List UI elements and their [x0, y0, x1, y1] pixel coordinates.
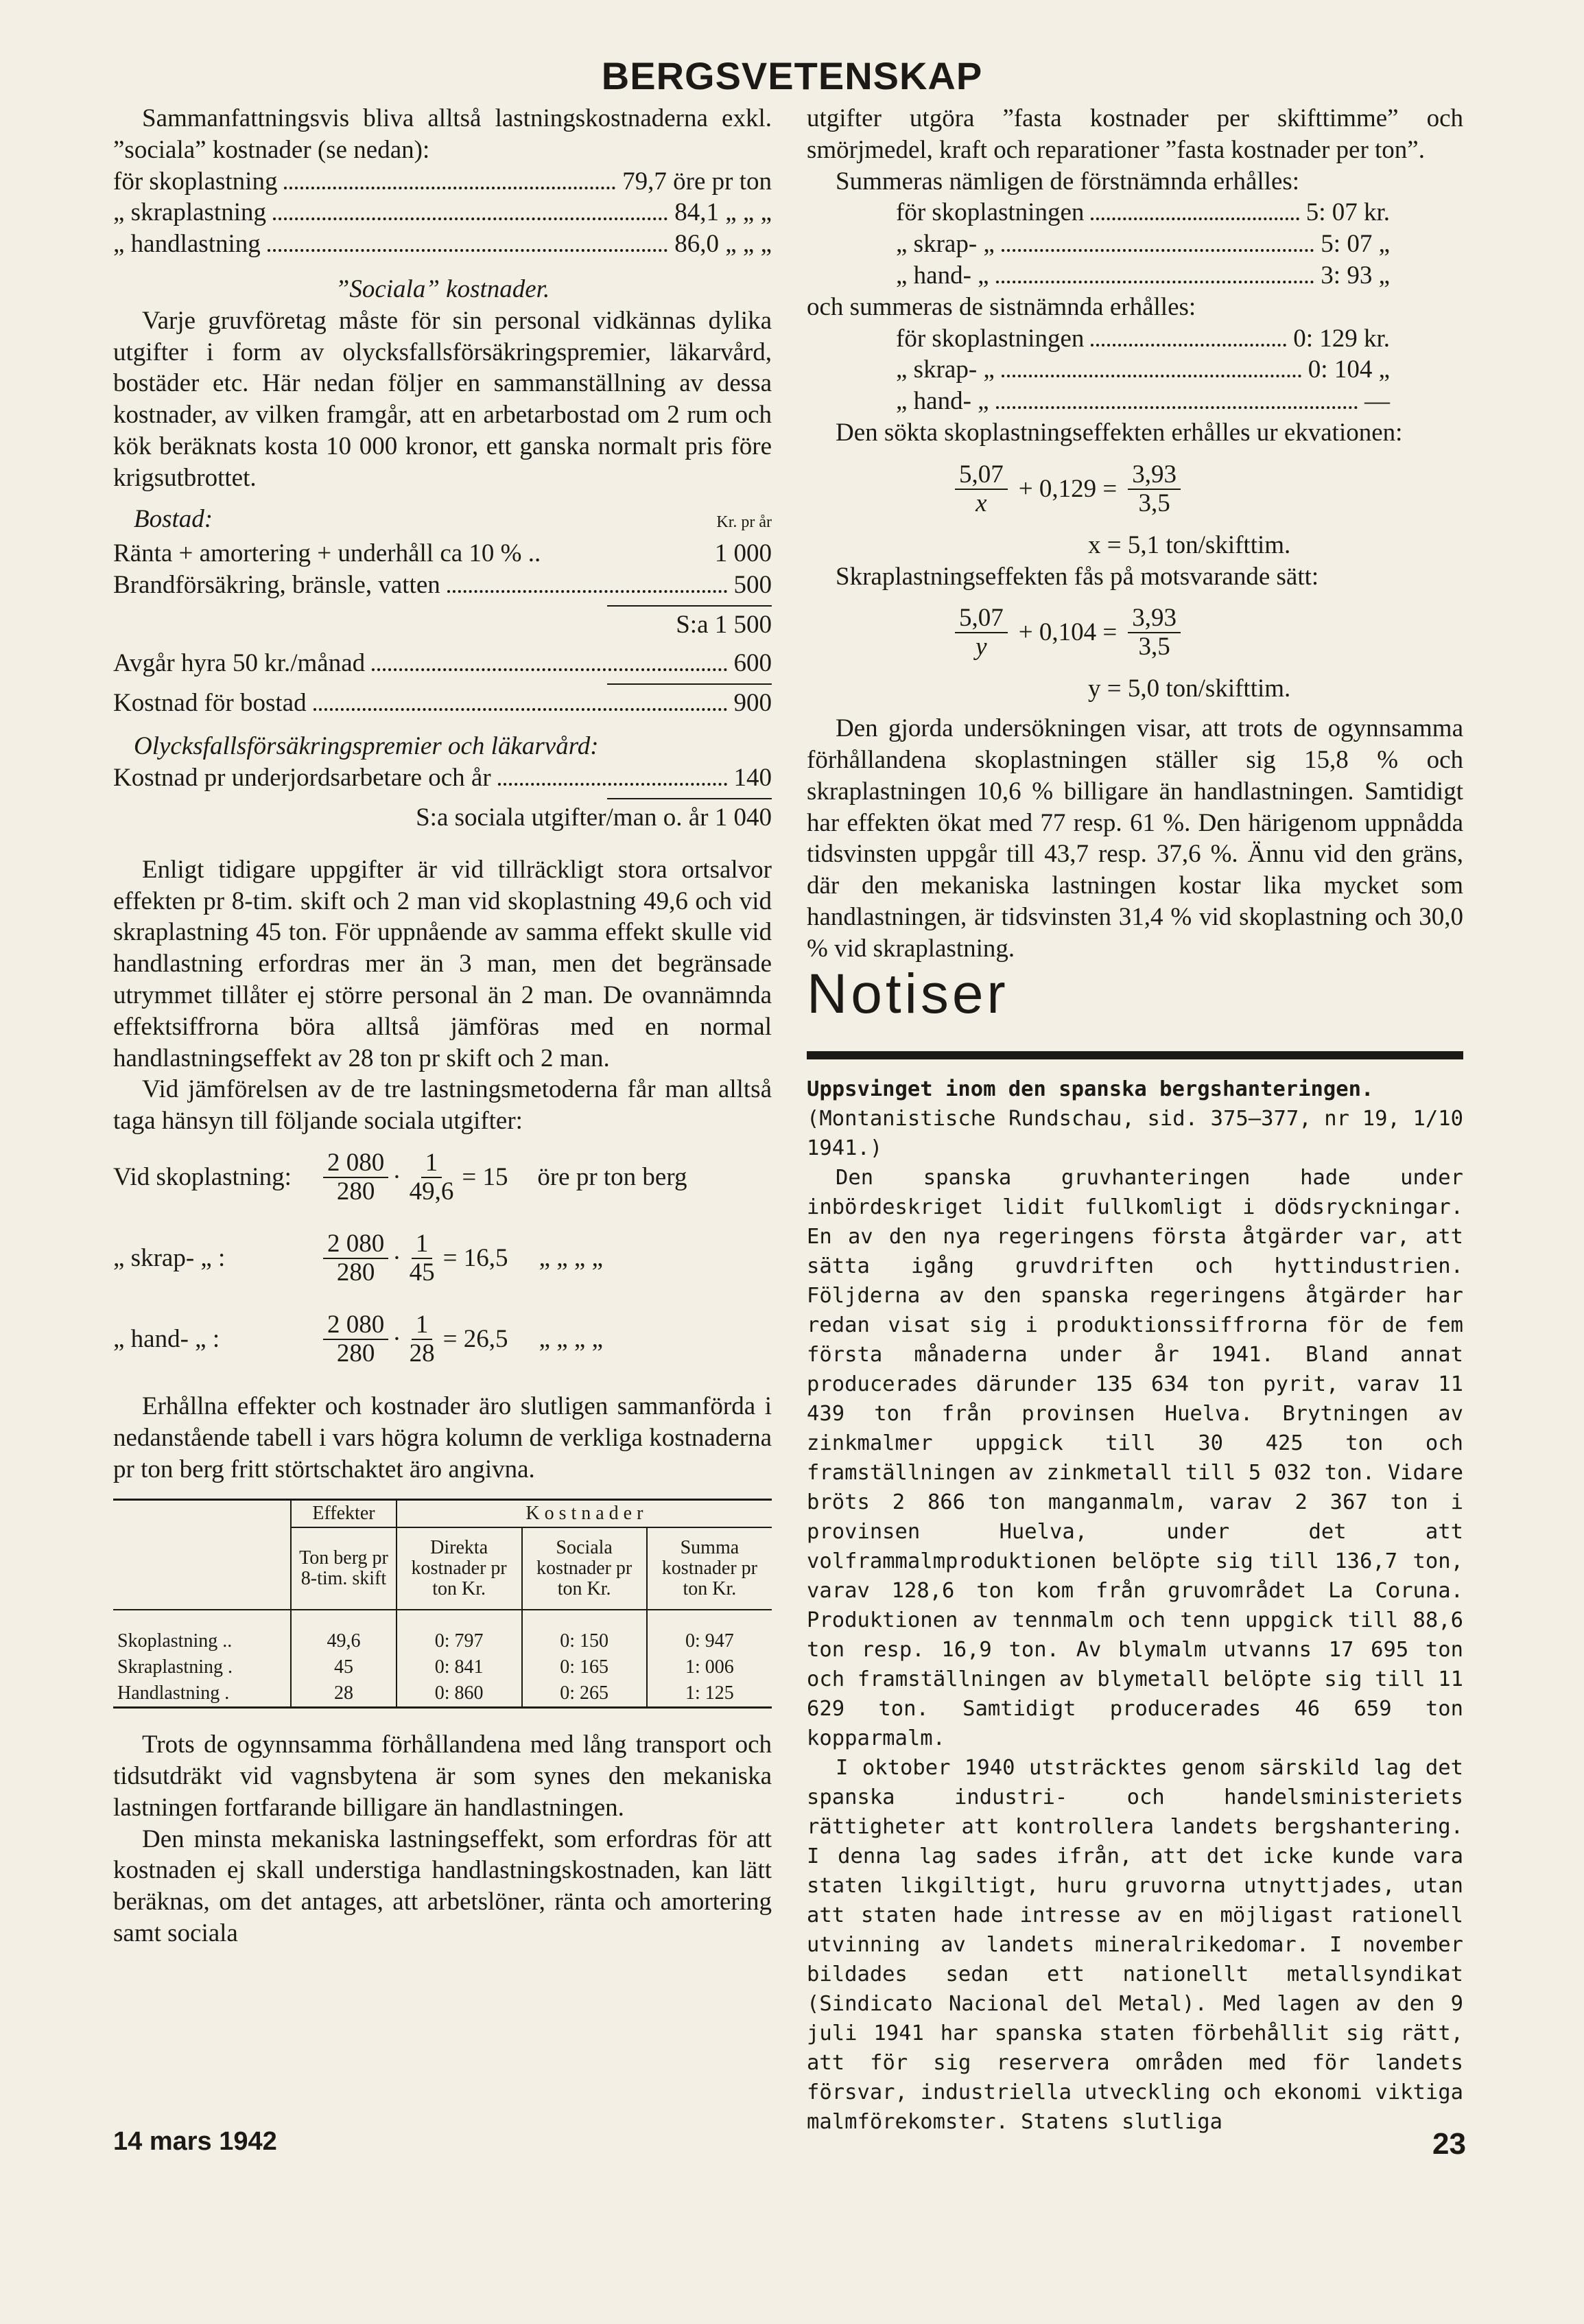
summary-row: [113, 166, 772, 198]
row-value: 900: [733, 688, 772, 717]
equation: $\frac{5,07}{y}$ + 0,104 = $\frac{3,93}{3,5}$: [951, 592, 1463, 673]
equation: „ skrap- „ : $\frac{2 080}{280}$ · $\frac{1}{45}$ = 16,5 „ „ „ „: [113, 1229, 604, 1287]
eq-result: = 26,5: [442, 1325, 508, 1353]
fraction: $\frac{2 080}{280}$: [323, 1149, 388, 1206]
paragraph: Skraplastningseffekten fås på motsvarande sätt:: [836, 562, 1319, 591]
row-value: 500: [733, 571, 772, 600]
sub-header: Direkta kostnader pr ton Kr.: [397, 1527, 522, 1610]
paragraph: och summeras de sistnämnda erhålles:: [807, 292, 1196, 321]
page-number: 23: [1432, 2127, 1466, 2161]
cost-row: [113, 538, 772, 570]
cost-row: [113, 648, 772, 679]
section-rule: [807, 1051, 1463, 1059]
row-label: Ränta + amortering + underhåll ca 10 % ..: [113, 539, 541, 568]
row-label: Kostnad pr underjordsarbetare och år: [113, 764, 491, 793]
total: S:a sociala utgifter/man o. år 1 040: [416, 803, 772, 832]
issue-date: 14 mars 1942: [113, 2127, 277, 2156]
fraction: $\frac{5,07}{x}$: [955, 461, 1008, 517]
paragraph: utgifter utgöra ”fasta kostnader per skifttimme” och smörjmedel, kraft och reparationer ”fasta kostnader per ton”.: [807, 104, 1463, 164]
section-heading: Olycksfallsförsäkringspremier och läkarvård:: [134, 732, 599, 761]
paragraph: Enligt tidigare uppgifter är vid tillräckligt stora ortsalvor effekten pr 8-tim. skift och 2 man vid skoplastning 49,6 och vid skraplastning 45 ton. För uppnående av samma effekt skulle vid handlastning erfordras mer än 3 man, men det begränsade utrymmet tillåter ej större personal än 2 man. De ovannämnda effektsiffrorna böra alltså jämföras med en normal handlastningseffekt av 28 ton pr skift och 2 man.: [113, 855, 772, 1072]
cost-row: [113, 762, 772, 794]
header-effekter: Effekter: [291, 1500, 397, 1528]
result-row: för skoplastningen 5: 07 kr.: [896, 198, 1390, 227]
sum-rule: [607, 605, 772, 607]
paragraph: Summeras nämligen de förstnämnda erhålles:: [836, 167, 1300, 196]
right-column: [807, 103, 1463, 2137]
header-kostnader: K o s t n a d e r: [397, 1500, 772, 1528]
fraction: $\frac{1}{49,6}$: [409, 1148, 454, 1206]
fraction: $\frac{1}{28}$: [409, 1310, 435, 1368]
summary-row: [113, 197, 772, 228]
equation: $\frac{5,07}{x}$ + 0,129 = $\frac{3,93}{3,5}$: [951, 449, 1463, 530]
eq-result: = 15: [462, 1163, 508, 1191]
equation: Vid skoplastning: $\frac{2 080}{280}$ · $\frac{1}{49,6}$ = 15 öre pr ton berg: [113, 1148, 687, 1206]
row-label: „ handlastning: [113, 230, 261, 259]
equation-result: y = 5,0 ton/skifttim.: [1088, 674, 1291, 703]
fraction: $\frac{2 080}{280}$: [323, 1230, 388, 1287]
result-list: [896, 197, 1390, 291]
eq-label: „ hand- „ :: [113, 1325, 220, 1353]
paragraph: I oktober 1940 utsträcktes genom särskild lag det spanska industri- och handelsministeriets rättigheter att kontrollera landets bergshantering. I denna lag sades ifrån, att det icke kunde vara staten likgiltigt, huru gruvorna utnyttjades, utan att staten hade intresse av en möjligast rationell utvinning av landets mineralrikedomar. I november bildades sedan ett nationellt metallsyndikat (Sindicato Nacional del Metal). Med lagen av den 9 juli 1941 har spanska staten förbehållit sig rätt, att för sig reservera områden med för landets försvar, industriella utveckling och ekonomi viktiga malmförekomster. Statens slutliga: [807, 1755, 1463, 2134]
row-label: Avgår hyra 50 kr./månad: [113, 648, 366, 677]
result-row: „ skrap- „ 0: 104 „: [896, 355, 1390, 384]
sum-rule: [607, 798, 772, 799]
cost-row: [113, 688, 772, 719]
bostad-heading-row: [113, 504, 772, 539]
paragraph: Erhållna effekter och kostnader äro slutligen sammanförda i nedanstående tabell i vars högra kolumn de verkliga kostnaderna pr ton berg fritt störtschaktet äro angivna.: [113, 1392, 772, 1483]
paragraph: Den gjorda undersökningen visar, att trots de ogynnsamma förhållandena skoplastningen ställer sig 15,8 % och skraplastningen 10,6 % billigare än handlastningen. Samtidigt har effekten ökat med 77 resp. 61 %. Den härigenom uppnådda tidsvinsten uppgår till 43,7 resp. 37,6 %. Ännu vid den gräns, där den mekaniska lastningen kostar lika mycket som handlastningen, är tidsvinsten 31,4 % vid skoplastning och 30,0 % vid skraplastning.: [807, 714, 1463, 963]
result-row: för skoplastningen 0: 129 kr.: [896, 324, 1390, 353]
row-value: 1 000: [714, 539, 772, 568]
row-label: för skoplastning: [113, 167, 278, 196]
eq-label: Vid skoplastning:: [113, 1163, 292, 1191]
paragraph: Vid jämförelsen av de tre lastningsmetoderna får man alltså taga hänsyn till följande sociala utgifter:: [113, 1075, 772, 1136]
result-row: „ skrap- „ 5: 07 „: [896, 230, 1390, 259]
notiser-title: Notiser: [807, 962, 1009, 1025]
subtotal: S:a 1 500: [676, 610, 772, 639]
left-column: [113, 103, 772, 1949]
sum-rule: [607, 683, 772, 685]
bostad-label: Bostad:: [134, 504, 213, 533]
table-row: Skoplastning .. 49,6 0: 797 0: 150 0: 947: [113, 1610, 772, 1654]
eq-unit: öre pr ton berg: [537, 1163, 687, 1191]
paragraph: Den minsta mekaniska lastningseffekt, som erfordras för att kostnaden ej skall understiga handlastningskostnaden, kan lätt beräknas, om det antages, att arbetslöner, ränta och amortering samt sociala: [113, 1824, 772, 1948]
notis-article: [807, 1075, 1463, 2137]
row-value: 84,1 „ „ „: [674, 198, 772, 227]
fraction: $\frac{1}{45}$: [409, 1229, 435, 1287]
row-label: Brandförsäkring, bränsle, vatten: [113, 571, 440, 600]
equation: „ hand- „ : $\frac{2 080}{280}$ · $\frac{1}{28}$ = 26,5 „ „ „ „: [113, 1310, 604, 1368]
eq-unit: „ „ „ „: [539, 1244, 604, 1272]
fraction: $\frac{3,93}{3,5}$: [1128, 605, 1181, 661]
running-header: BERGSVETENSKAP: [601, 54, 983, 97]
row-value: 140: [733, 764, 772, 793]
paragraph: Sammanfattningsvis bliva alltså lastningskostnaderna exkl. ”sociala” kostnader (se nedan):: [113, 104, 772, 164]
section-heading: ”Sociala” kostnader.: [335, 274, 550, 303]
cost-table: [113, 1499, 772, 1709]
result-row: „ hand- „ 3: 93 „: [896, 261, 1390, 290]
row-label: Kostnad för bostad: [113, 688, 307, 717]
sub-header: Summa kostnader pr ton Kr.: [647, 1527, 772, 1610]
sub-header: Ton berg pr 8-tim. skift: [291, 1527, 397, 1610]
row-value: 79,7 öre pr ton: [622, 167, 772, 196]
row-value: 600: [733, 648, 772, 677]
table-row: Handlastning . 28 0: 860 0: 265 1: 125: [113, 1680, 772, 1708]
eq-unit: „ „ „ „: [539, 1325, 604, 1353]
row-value: 86,0 „ „ „: [674, 230, 772, 259]
cost-row: [113, 570, 772, 601]
eq-result: = 16,5: [442, 1244, 508, 1272]
sub-header: Sociala kostnader pr ton Kr.: [522, 1527, 647, 1610]
fraction: $\frac{2 080}{280}$: [323, 1311, 388, 1368]
paragraph: Varje gruvföretag måste för sin personal vidkännas dylika utgifter i form av olycksfallsförsäkringspremier, läkarvård, bostäder etc. Här nedan följer en sammanställning av dessa kostnader, av vilken framgår, att en arbetarbostad om 2 rum och kök beräknats kosta 10 000 kronor, ett ganska normalt pris före krigsutbrottet.: [113, 306, 772, 492]
result-list: [896, 323, 1390, 417]
fraction: $\frac{5,07}{y}$: [955, 605, 1008, 661]
row-label: „ skraplastning: [113, 198, 266, 227]
result-row: „ hand- „ —: [896, 387, 1390, 416]
summary-list: [113, 166, 772, 260]
equation-result: x = 5,1 ton/skifttim.: [1088, 530, 1291, 559]
paragraph: Den spanska gruvhanteringen hade under inbördeskriget lidit fullkomligt i dödsryckningar. En av den nya regeringens första åtgärder var, att sätta igång gruvdriften och hyttindustrien. Följderna av den spanska regeringens åtgärder har redan visat sig i produktionssiffrorna för de fem första månaderna under år 1941. Bland annat producerades därunder 135 634 ton pyrit, varav 11 439 ton från provinsen Huelva. Brytningen av zinkmalmer uppgick till 30 425 ton och framställningen av zinkmetall till 5 032 ton. Vidare bröts 2 866 ton manganmalm, varav 2 367 ton i provinsen Huelva, under det att volframmalmproduktionen belöpte sig till 136,7 ton, varav 128,6 ton kom från gruvområdet La Coruna. Produktionen av tennmalm och tenn uppgick till 88,6 ton resp. 16,9 ton. Av blymalm utvanns 17 695 ton och framställningen av blymetall belöpte sig till 11 629 ton. Samtidigt producerades 46 659 ton kopparmalm.: [807, 1165, 1463, 1750]
article-source: (Montanistische Rundschau, sid. 375—377, nr 19, 1/10 1941.): [807, 1106, 1463, 1160]
table-row: Skraplastning . 45 0: 841 0: 165 1: 006: [113, 1654, 772, 1680]
fraction: $\frac{3,93}{3,5}$: [1128, 461, 1181, 517]
unit-label: Kr. pr år: [716, 513, 772, 531]
summary-row: [113, 228, 772, 260]
paragraph: Den sökta skoplastningseffekten erhålles ur ekvationen:: [836, 418, 1403, 447]
paragraph: Trots de ogynnsamma förhållandena med lång transport och tidsutdräkt vid vagnsbytena är som synes den mekaniska lastningen fortfarande billigare än handlastningen.: [113, 1730, 772, 1822]
eq-label: „ skrap- „ :: [113, 1244, 226, 1272]
article-heading: Uppsvinget inom den spanska bergshanteringen.: [807, 1077, 1374, 1101]
